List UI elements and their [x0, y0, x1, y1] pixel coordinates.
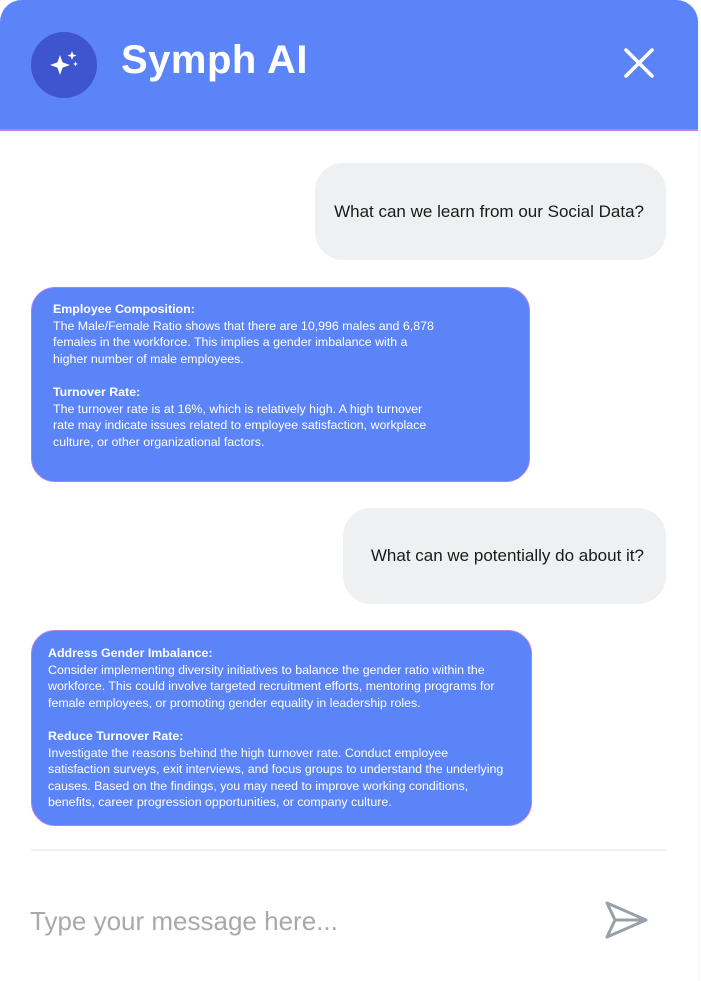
assistant-message — [31, 287, 530, 482]
chat-title: Symph AI — [121, 38, 308, 82]
message-line: workforce. This could involve targeted recruitment efforts, mentoring programs for — [48, 679, 495, 694]
message-line: The turnover rate is at 16%, which is relatively high. A high turnover — [53, 401, 423, 416]
section-heading: Employee Composition: — [53, 302, 195, 316]
section-heading: Address Gender Imbalance: — [48, 646, 213, 660]
close-icon — [623, 47, 655, 79]
close-button[interactable] — [616, 40, 662, 86]
message-line: Investigate the reasons behind the high turnover rate. Conduct employee — [48, 745, 449, 760]
sparkles-icon — [45, 46, 83, 84]
message-line: satisfaction surveys, exit interviews, and focus groups to understand the underlying — [48, 762, 504, 777]
composer-divider — [31, 849, 666, 851]
section-heading: Reduce Turnover Rate: — [48, 728, 184, 743]
message-line: females in the workforce. This implies a gender imbalance with a — [53, 335, 408, 350]
send-icon — [602, 899, 650, 941]
message-line: benefits, career progression opportunities, or company culture. — [48, 795, 392, 810]
message-line: The Male/Female Ratio shows that there are 10,996 males and 6,878 — [53, 318, 434, 333]
message-line: rate may indicate issues related to employee satisfaction, workplace — [53, 418, 427, 433]
section-heading: Turnover Rate: — [53, 384, 141, 399]
message-line: higher number of male employees. — [53, 351, 244, 366]
message-text: What can we learn from our Social Data? — [334, 201, 644, 221]
message-line: Consider implementing diversity initiatives to balance the gender ratio within the — [48, 662, 485, 677]
send-button[interactable] — [600, 896, 652, 944]
message-input[interactable] — [28, 895, 572, 947]
message-text: What can we potentially do about it? — [370, 546, 644, 565]
user-message — [315, 163, 666, 260]
assistant-message — [31, 630, 532, 826]
message-line: culture, or other organizational factors. — [53, 434, 265, 449]
message-line: female employees, or promoting gender equality in leadership roles. — [48, 695, 421, 710]
user-message — [343, 508, 666, 604]
assistant-avatar — [31, 32, 97, 98]
message-line: causes. Based on the findings, you may need to improve working conditions, — [48, 778, 469, 793]
chat-header — [0, 0, 698, 131]
